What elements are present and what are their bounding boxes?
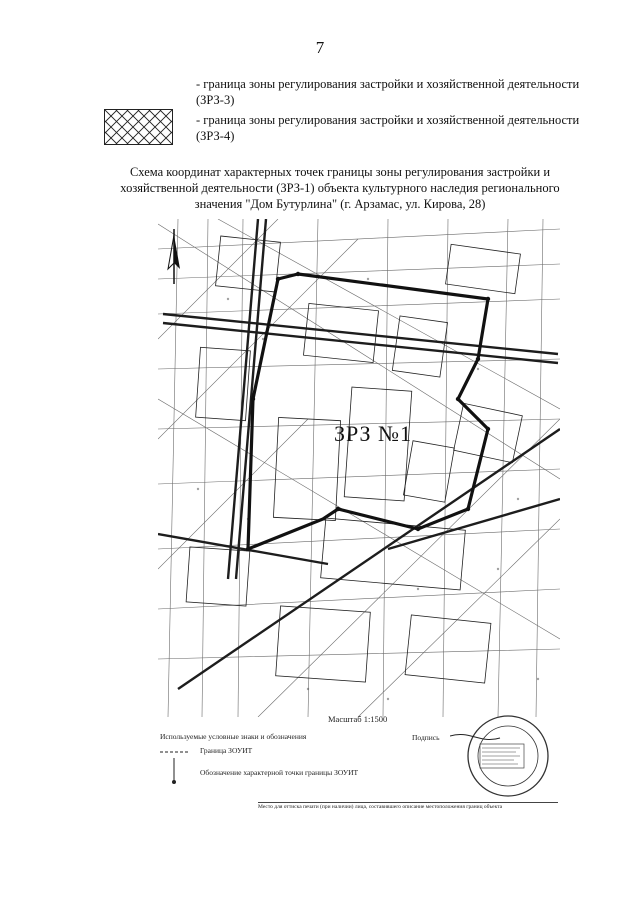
- scheme-title-line3: значения "Дом Бутурлина" (г. Арзамас, ул. Кирова, 28): [194, 197, 486, 211]
- scheme-title: [90, 164, 590, 212]
- legend-point-label: Обозначение характерной точки границы ЗОУИТ: [200, 768, 359, 777]
- legend-border-label: Граница ЗОУИТ: [200, 746, 253, 755]
- zone-label: ЗРЗ №1: [334, 421, 413, 446]
- scheme-title-line2: хозяйственной деятельности (ЗРЗ-1) объекта культурного наследия регионального: [120, 181, 560, 195]
- legend-zrz4-line2: (ЗРЗ-4): [196, 129, 235, 143]
- cadastral-map: [158, 219, 560, 717]
- page-number: 7: [315, 38, 325, 57]
- legend-zrz4-line1: - граница зоны регулирования застройки и хозяйственной деятельности: [196, 113, 580, 127]
- scheme-title-line1: Схема координат характерных точек границы зоны регулирования застройки и: [129, 165, 551, 179]
- hatch-swatch-icon: [104, 109, 173, 145]
- stamp-footnote: Место для оттиска печати (при наличии) лица, составившего описание местоположения границ объекта: [258, 804, 503, 810]
- round-stamp-icon: [450, 710, 558, 802]
- legend-zrz3-line2: (ЗРЗ-3): [196, 93, 235, 107]
- signature-label: Подпись: [412, 733, 440, 742]
- legend-zrz3-line1: - граница зоны регулирования застройки и хозяйственной деятельности: [196, 77, 580, 91]
- border-line-icon: [160, 748, 190, 756]
- map-legend-block: [158, 710, 560, 816]
- point-marker-icon: [168, 758, 182, 786]
- map-legend-heading: Используемые условные знаки и обозначения: [160, 732, 307, 741]
- map-scale: Масштаб 1:1500: [328, 714, 388, 724]
